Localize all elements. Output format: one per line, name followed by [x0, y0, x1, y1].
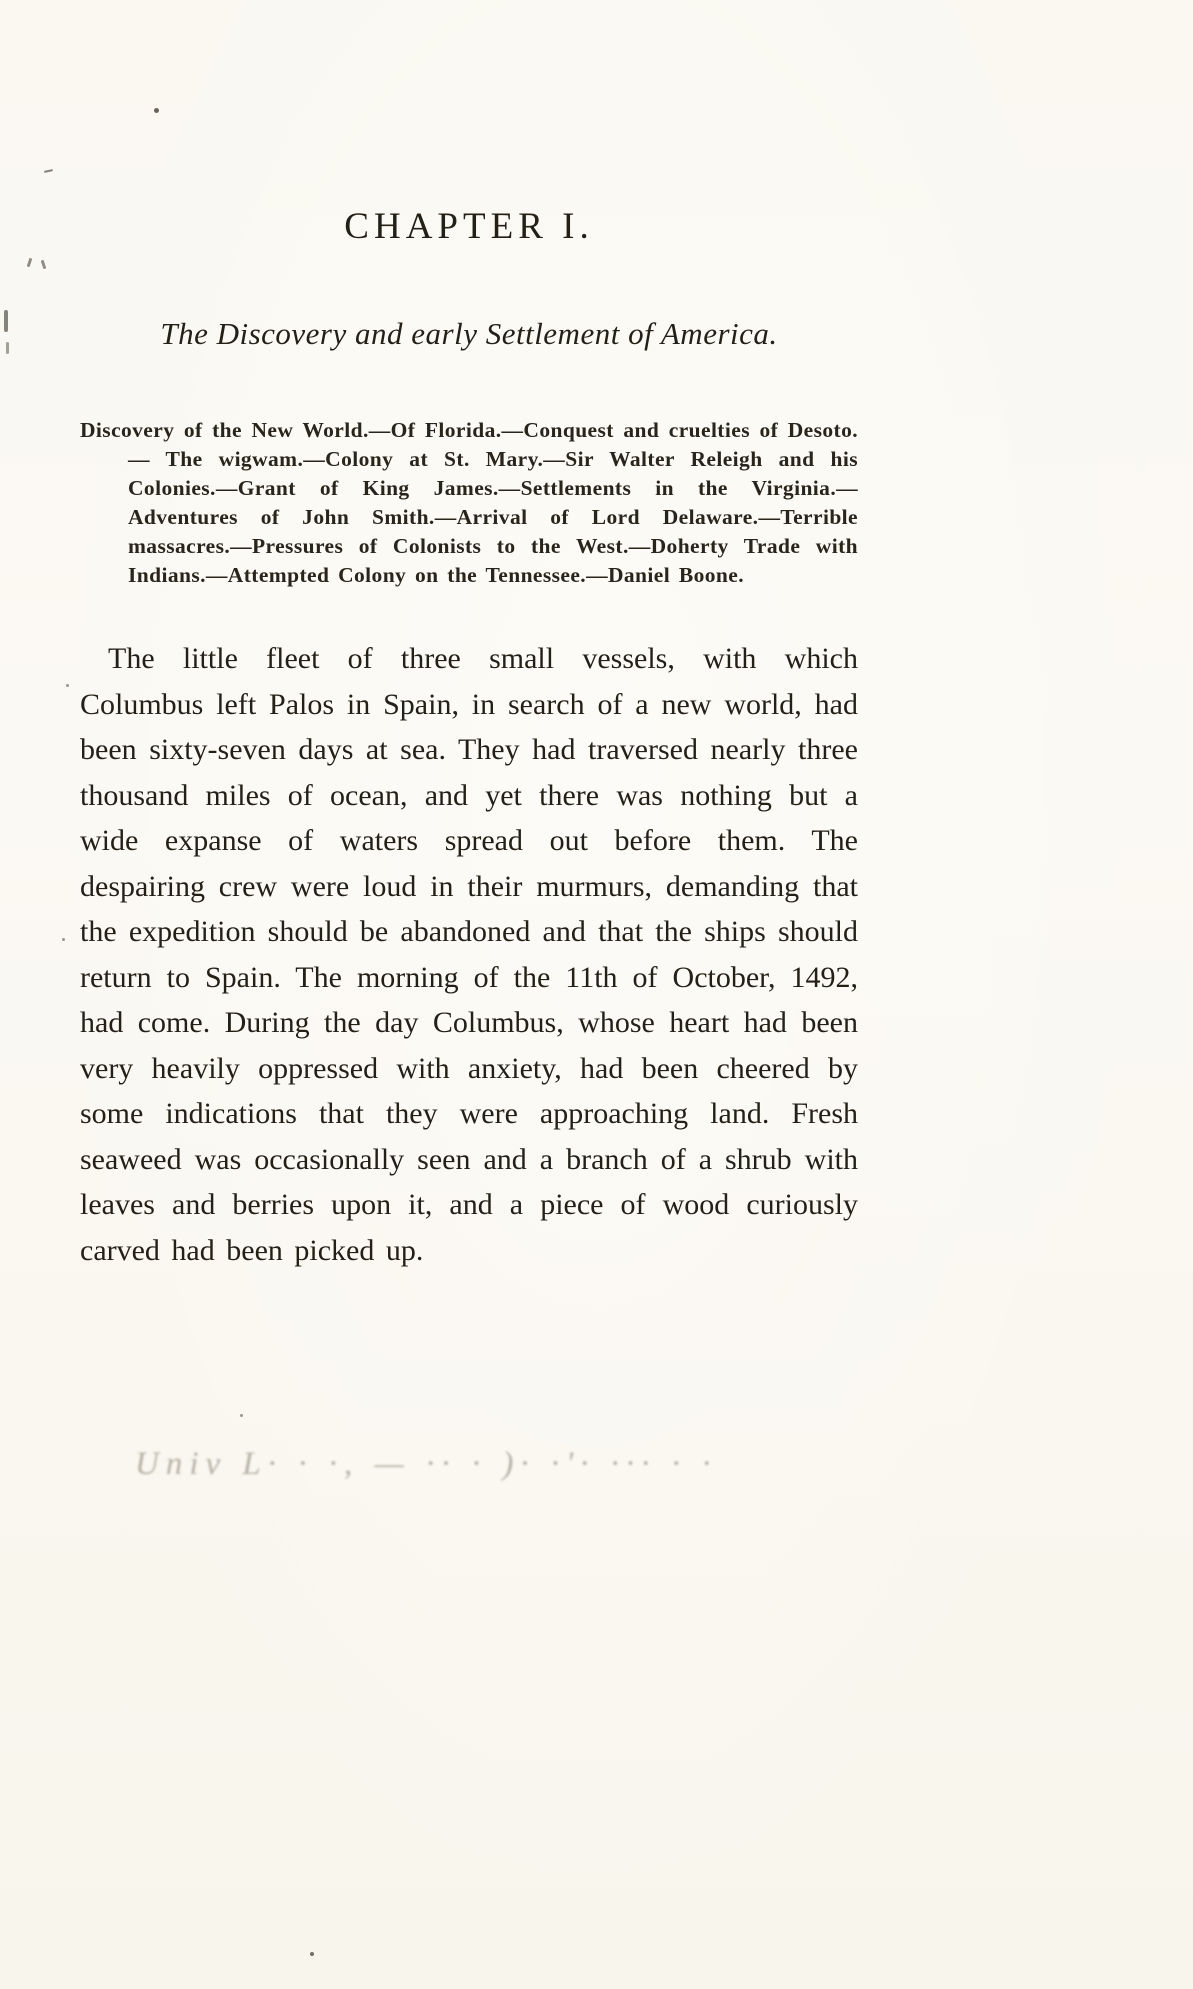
- chapter-summary: Discovery of the New World.—Of Florida.—Conquest and cruelties of Desoto. — The wigwam.—Colony at St. Mary.—Sir Walter Releigh and his Colonies.—Grant of King James.—Settlements in the Virginia.—Adventures of John Smith.—Arrival of Lord Delaware.—Terrible massacres.—Pressures of Colonists to the West.—Doherty Trade with Indians.—Attempted Colony on the Tennessee.—Daniel Boone.: [80, 418, 858, 587]
- scan-speck: [27, 258, 33, 267]
- scan-speck: [6, 342, 9, 354]
- scan-speck: [41, 260, 47, 269]
- scan-speck: [240, 1414, 243, 1417]
- scan-speck: [310, 1952, 314, 1956]
- faded-handwritten-inscription: Univ L· · ·, — ·· · )· ·'· ··· · ·: [135, 1446, 718, 1482]
- scan-speck: [62, 938, 65, 941]
- scan-speck: [4, 310, 8, 332]
- chapter-subtitle: The Discovery and early Settlement of America.: [160, 316, 778, 351]
- body-paragraph: The little fleet of three small vessels, with which Columbus left Palos in Spain, in search of a new world, had been sixty-seven days at sea. They had traversed nearly three thousand miles of ocean, and yet there was nothing but a wide expanse of waters spread out before them. The despairing crew were loud in their murmurs, demanding that the expedition should be abandoned and that the ships should return to Spain. The morning of the 11th of October, 1492, had come. During the day Columbus, whose heart had been very heavily oppressed with anxiety, had been cheered by some indications that they were approaching land. Fresh seaweed was occasionally seen and a branch of a shrub with leaves and berries upon it, and a piece of wood curiously carved had been picked up.: [80, 642, 858, 1267]
- scan-speck: [66, 684, 69, 687]
- chapter-heading: CHAPTER I.: [344, 206, 594, 247]
- text-block: [80, 0, 858, 1273]
- scan-speck: [44, 169, 53, 173]
